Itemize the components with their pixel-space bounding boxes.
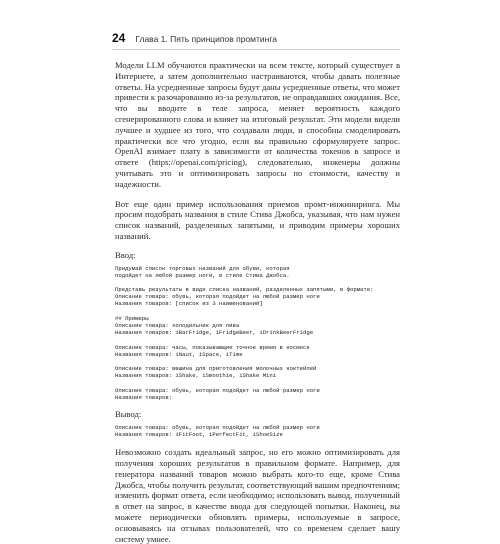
paragraph-conclusion: Невозможно создать идеальный запрос, но его можно оптимизировать для получения хороших результатов в правильном формате. Например, для генератора названий товаров можно выбрать кого-то еще, кроме Стива Джобса, чтобы получить результат, соответствующий вашим предпочтениям; изменить формат ответа, если необходимо; использовать вывод, полученный в ответ на запрос, в качестве ввода для следующей попытки. Наконец, вы можете периодически обновлять примеры, используемые в запросе, основываясь на отзывах пользователей, что со временем сделает вашу систему умнее. (115, 447, 400, 544)
code-line (115, 380, 400, 387)
code-line: Названия товаров: [список из 3 наименований] (115, 300, 263, 308)
code-line: Названия товаров: (115, 393, 173, 401)
code-line: Придумай список торговых названий для обуви, которая (115, 264, 290, 272)
chapter-title: Глава 1. Пять принципов промтинга (135, 34, 277, 44)
code-line: Описание товара: машина для приготовления молочных коктейлей (115, 365, 317, 373)
code-line (115, 279, 400, 286)
page-number: 24 (112, 31, 126, 45)
code-line (115, 336, 400, 343)
code-line: Описание товара: часы, показывающие точное время в космосе (115, 343, 310, 351)
code-line (115, 308, 400, 315)
page-header (112, 31, 400, 50)
code-line: Описание товара: обувь, которая подойдет на любой размер ноги (115, 386, 320, 394)
code-line: Названия товаров: iBarFridge, iFridgeBeer, iDrinkBeerFridge (115, 329, 314, 337)
page-content (115, 60, 400, 544)
input-code-block (115, 265, 400, 402)
code-line: Названия товаров: iNaut, iSpace, iTime (115, 350, 243, 358)
code-line: Описание товара: холодильник для пива (115, 322, 240, 330)
paragraph-intro: Модели LLM обучаются практически на всем тексте, который существует в Интернете, а затем дополнительно настраиваются, чтобы давать полезные ответы. На усредненные запросы будут даны усредненные ответы, что может привести к разочарованию из-за результатов, не оправдавших ожидания. Все, что вы вводите в теле запроса, меняет вероятность каждого сгенерированного слова и влияет на итоговый результат. Эти модели видели лучшее и худшее из того, что создавали люди, и способны смоделировать практически все что угодно, если вы правильно сформулируете запрос. OpenAI взимает плату в зависимости от количества токенов в запросе и ответе (https://openai.com/pricing), следовательно, инженеры должны учитывать это и оптимизировать запросы по стоимости, качеству и надежности. (115, 60, 400, 189)
output-code-block (115, 424, 400, 438)
code-line (115, 358, 400, 365)
code-line: Описание товара: обувь, которая подойдет на любой размер ноги (115, 423, 320, 431)
code-line: ## Примеры (115, 314, 149, 322)
output-label: Вывод: (115, 409, 142, 420)
code-line: Названия товаров: iShake, iSmoothie, iShake Mini (115, 372, 277, 380)
code-line: Названия товаров: iFitFoot, iPerfectFit, iShoeSize (115, 431, 283, 439)
input-label: Ввод: (115, 249, 136, 260)
code-line: Представь результаты в виде списка названий, разделенных запятыми, в формате: (115, 286, 374, 294)
paragraph-example: Вот еще один пример использования приемов промт-инжиниринга. Мы просим подобрать названия в стиле Стива Джобса, указывая, что нам нужен список названий, разделенных запятыми, и приводим примеры хороших названий. (115, 198, 400, 241)
code-line: подойдет на любой размер ноги, в стиле Стива Джобса. (115, 271, 290, 279)
code-line: Описание товара: обувь, которая подойдет на любой размер ноги (115, 293, 320, 301)
